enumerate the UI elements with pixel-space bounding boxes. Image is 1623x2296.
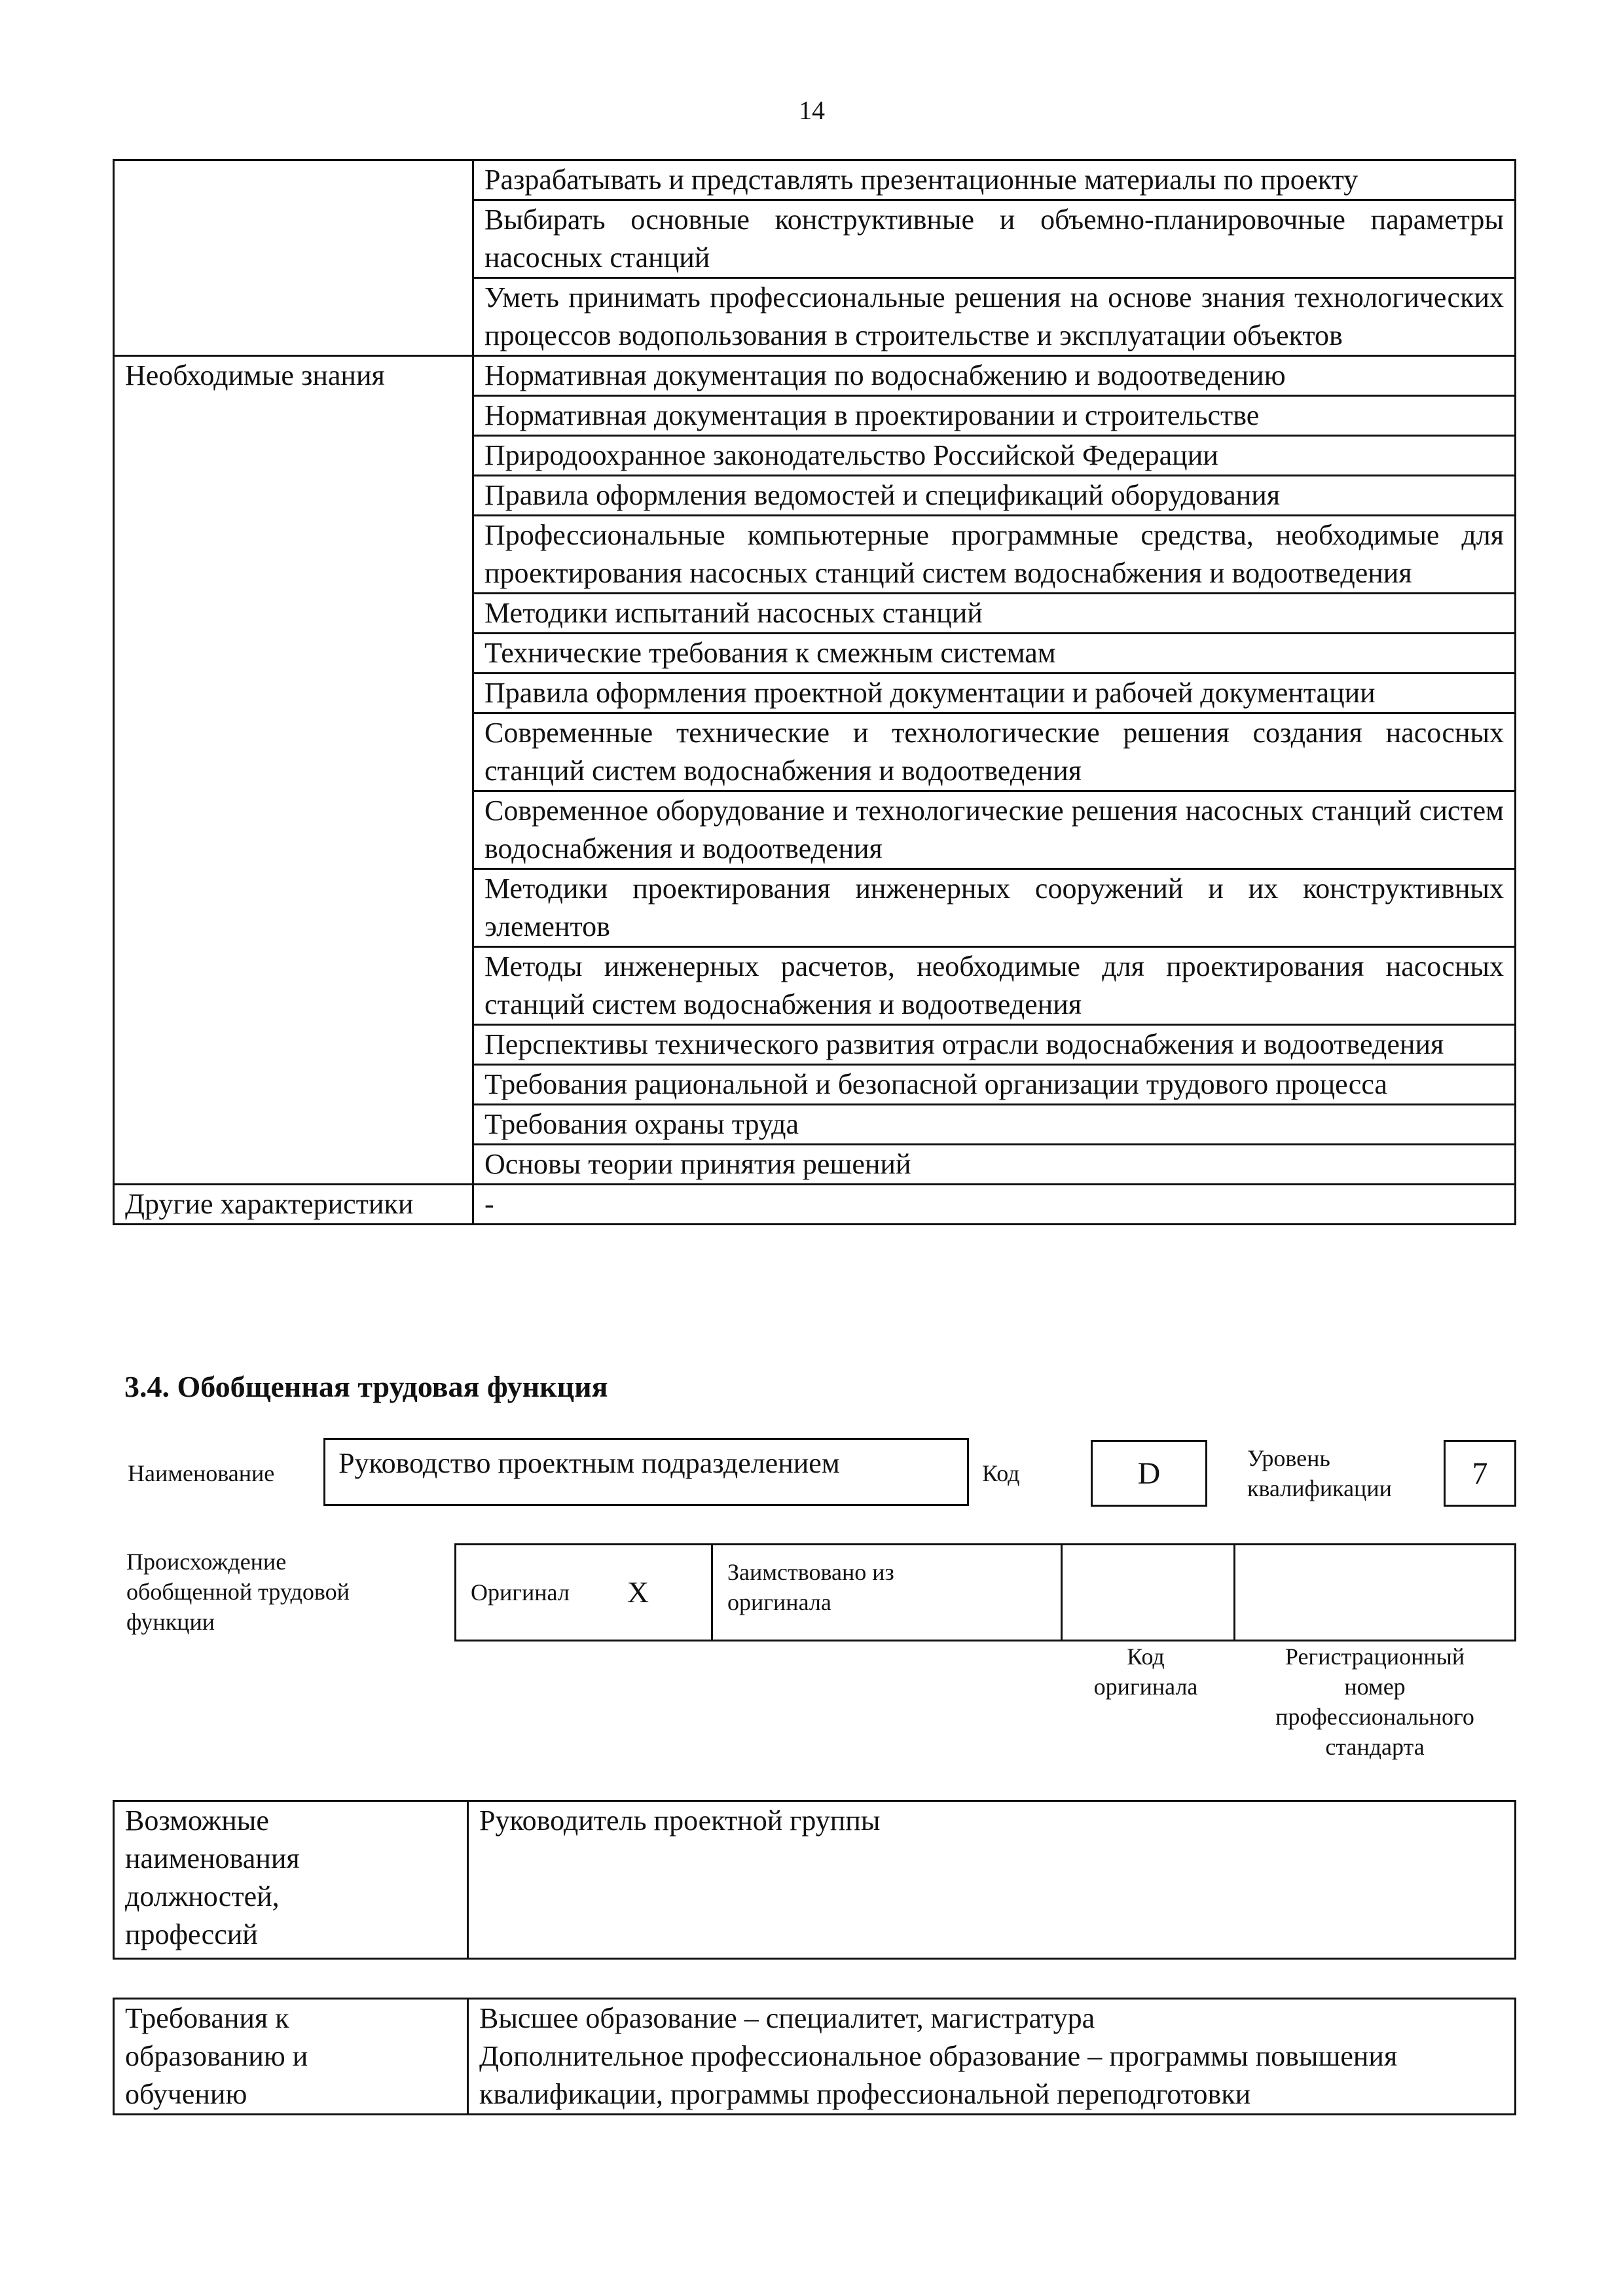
table-row <box>114 1801 1516 1959</box>
positions-label <box>114 1801 468 1959</box>
caption-line: оригинала <box>1093 1674 1198 1700</box>
borrowed-label-line: оригинала <box>727 1589 831 1615</box>
origin-label-line: функции <box>126 1609 215 1635</box>
table-row <box>114 160 1516 200</box>
level-value: 7 <box>1472 1456 1488 1491</box>
name-label: Наименование <box>128 1460 275 1486</box>
knowledge-label: Необходимые знания <box>114 356 473 1185</box>
knowledge-item: Профессиональные компьютерные программные средства, необходимые для проектирования насосных станций систем водоснабжения и водоотведения <box>473 516 1516 594</box>
code-value-box <box>1091 1440 1207 1507</box>
education-label-line: обучению <box>125 2078 247 2110</box>
positions-value: Руководитель проектной группы <box>468 1801 1516 1959</box>
original-cell <box>456 1545 713 1640</box>
knowledge-item: Правила оформления ведомостей и спецификаций оборудования <box>473 476 1516 516</box>
origin-table <box>454 1543 1516 1641</box>
knowledge-item: Правила оформления проектной документации и рабочей документации <box>473 673 1516 713</box>
borrowed-cell <box>713 1545 1063 1640</box>
knowledge-item: Нормативная документация в проектировании и строительстве <box>473 396 1516 436</box>
caption-line: Код <box>1127 1643 1165 1670</box>
knowledge-item: Методики проектирования инженерных сооружений и их конструктивных элементов <box>473 869 1516 947</box>
other-characteristics-value: - <box>473 1185 1516 1225</box>
caption-line: Регистрационный <box>1285 1643 1465 1670</box>
original-code-cell <box>1063 1545 1235 1640</box>
code-value: D <box>1137 1456 1161 1491</box>
page-number: 14 <box>799 96 825 125</box>
origin-label-line: обобщенной трудовой <box>126 1579 350 1605</box>
positions-label-line: Возможные <box>125 1804 269 1837</box>
education-value-line: Дополнительное профессиональное образование – программы повышения квалификации, программы профессиональной переподготовки <box>479 2040 1398 2110</box>
knowledge-item: Нормативная документация по водоснабжению и водоотведению <box>473 356 1516 396</box>
registration-number-caption <box>1237 1641 1512 1762</box>
education-label-line: Требования к <box>125 2002 289 2034</box>
level-label-line: квалификации <box>1247 1475 1392 1501</box>
table-row <box>114 1999 1516 2115</box>
positions-label-line: профессий <box>125 1918 258 1950</box>
knowledge-item: Требования рациональной и безопасной организации трудового процесса <box>473 1065 1516 1105</box>
caption-line: номер <box>1344 1674 1406 1700</box>
skill-item: Разрабатывать и представлять презентационные материалы по проекту <box>473 160 1516 200</box>
other-characteristics-label: Другие характеристики <box>114 1185 473 1225</box>
knowledge-item: Современное оборудование и технологические решения насосных станций систем водоснабжения и водоотведения <box>473 791 1516 869</box>
skills-knowledge-table <box>113 159 1516 1225</box>
level-value-box <box>1444 1440 1516 1507</box>
level-label-line: Уровень <box>1247 1445 1330 1471</box>
education-table <box>113 1998 1516 2115</box>
positions-table <box>113 1800 1516 1960</box>
positions-label-line: должностей, <box>125 1880 280 1912</box>
original-code-caption <box>1074 1641 1218 1702</box>
table-row <box>114 356 1516 396</box>
registration-number-cell <box>1235 1545 1514 1640</box>
origin-label <box>126 1547 350 1637</box>
knowledge-item: Основы теории принятия решений <box>473 1145 1516 1185</box>
origin-label-line: Происхождение <box>126 1549 287 1575</box>
skill-item: Выбирать основные конструктивные и объемно-планировочные параметры насосных станций <box>473 200 1516 278</box>
knowledge-item: Методы инженерных расчетов, необходимые для проектирования насосных станций систем водоснабжения и водоотведения <box>473 947 1516 1025</box>
knowledge-item: Природоохранное законодательство Российской Федерации <box>473 436 1516 476</box>
knowledge-item: Перспективы технического развития отрасли водоснабжения и водоотведения <box>473 1025 1516 1065</box>
original-label: Оригинал <box>471 1579 570 1605</box>
knowledge-item: Требования охраны труда <box>473 1105 1516 1145</box>
name-value: Руководство проектным подразделением <box>338 1447 840 1479</box>
education-value-line: Высшее образование – специалитет, магистратура <box>479 2002 1095 2034</box>
knowledge-item: Технические требования к смежным системам <box>473 634 1516 673</box>
original-mark: X <box>627 1575 649 1609</box>
qualification-level-label <box>1247 1443 1392 1503</box>
caption-line: стандарта <box>1325 1734 1425 1760</box>
caption-line: профессионального <box>1275 1704 1474 1730</box>
skill-item: Уметь принимать профессиональные решения на основе знания технологических процессов водопользования в строительстве и эксплуатации объектов <box>473 278 1516 356</box>
education-label-line: образованию и <box>125 2040 308 2072</box>
borrowed-label-line: Заимствовано из <box>727 1559 894 1585</box>
skills-label-cell <box>114 160 473 356</box>
positions-label-line: наименования <box>125 1842 300 1874</box>
table-row <box>114 1185 1516 1225</box>
section-title: 3.4. Обобщенная трудовая функция <box>124 1370 608 1403</box>
education-label <box>114 1999 468 2115</box>
name-value-box <box>323 1438 969 1506</box>
knowledge-item: Современные технические и технологические решения создания насосных станций систем водоснабжения и водоотведения <box>473 713 1516 791</box>
education-value <box>468 1999 1516 2115</box>
knowledge-item: Методики испытаний насосных станций <box>473 594 1516 634</box>
code-label: Код <box>982 1460 1020 1486</box>
